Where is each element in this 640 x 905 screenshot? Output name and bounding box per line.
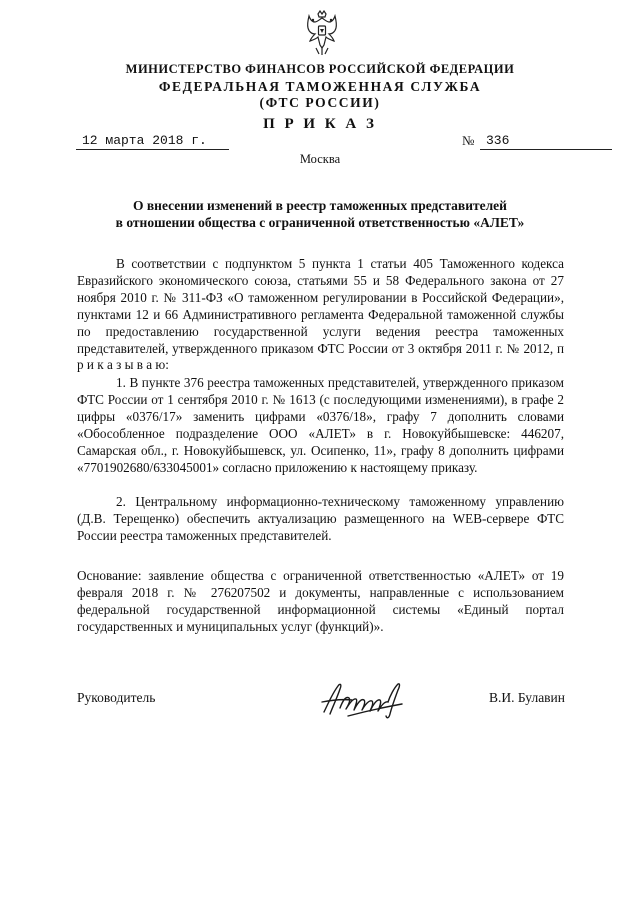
order-word: п р и к а з ы в а ю:: [77, 340, 565, 373]
russian-coat-of-arms-icon: [305, 10, 339, 56]
item-2-paragraph: [77, 494, 564, 545]
city: Москва: [299, 152, 341, 166]
title-line-1: О внесении изменений в реестр таможенных представителей: [133, 198, 507, 213]
service-abbreviation: (ФТС РОССИИ): [259, 95, 381, 110]
ministry-name: МИНИСТЕРСТВО ФИНАНСОВ РОССИЙСКОЙ ФЕДЕРАЦИИ: [125, 62, 515, 76]
document-title: [80, 197, 560, 231]
basis-paragraph: [77, 568, 564, 636]
signatory-name: В.И. Булавин: [489, 690, 566, 705]
service-name: ФЕДЕРАЛЬНАЯ ТАМОЖЕННАЯ СЛУЖБА: [158, 79, 482, 94]
item-1-paragraph: [77, 375, 564, 476]
order-number-block: [462, 133, 612, 149]
document-type: П Р И К А З: [263, 116, 377, 132]
item-1-text: 1. В пункте 376 реестра таможенных представителей, утвержденного приказом ФТС России от 1 сентября 2010 г. № 1613 (с последующими изменениями), в графе 2 цифры «0376/17» заменить цифрами «0376/18», графу 7 дополнить словами «Обособленное подразделение ООО «АЛЕТ» в г. Новокуйбышевске: 446207, Самарская обл., г. Новокуйбышевск, ул. Осипенко, 11», графу 8 дополнить цифрами «7701902680/633045001» согласно приложению к настоящему приказу.: [77, 375, 564, 475]
signatory-position: Руководитель: [77, 690, 156, 705]
order-number: 336: [480, 133, 612, 150]
order-number-label: №: [462, 133, 475, 148]
order-date: 12 марта 2018 г.: [76, 133, 229, 150]
preamble-text: В соответствии с подпунктом 5 пункта 1 статьи 405 Таможенного кодекса Евразийского экономического союза, статьями 55 и 58 Федерального закона от 27 ноября 2010 г. № 311-ФЗ «О таможенном регулировании в Российской Федерации», пунктами 12 и 66 Административного регламента Федеральной таможенной службы по предоставлению государственной услуги ведения реестра таможенных представителей, утвержденного приказом ФТС России от 3 октября 2011 г. № 2012,: [77, 256, 564, 356]
item-2-text: 2. Центральному информационно-техническому таможенному управлению (Д.В. Терещенко) обеспечить актуализацию размещенного на WEB-сервере ФТС России реестра таможенных представителей.: [77, 494, 564, 543]
basis-text: Основание: заявление общества с ограниченной ответственностью «АЛЕТ» от 19 февраля 2018 г. № 276207502 и документы, направленные с использованием федеральной государственной информационной системы «Единый портал государственных и муниципальных услуг (функций)».: [77, 568, 564, 634]
handwritten-signature: [318, 678, 414, 720]
preamble-paragraph: [77, 256, 564, 374]
title-line-2: в отношении общества с ограниченной ответственностью «АЛЕТ»: [115, 215, 525, 230]
